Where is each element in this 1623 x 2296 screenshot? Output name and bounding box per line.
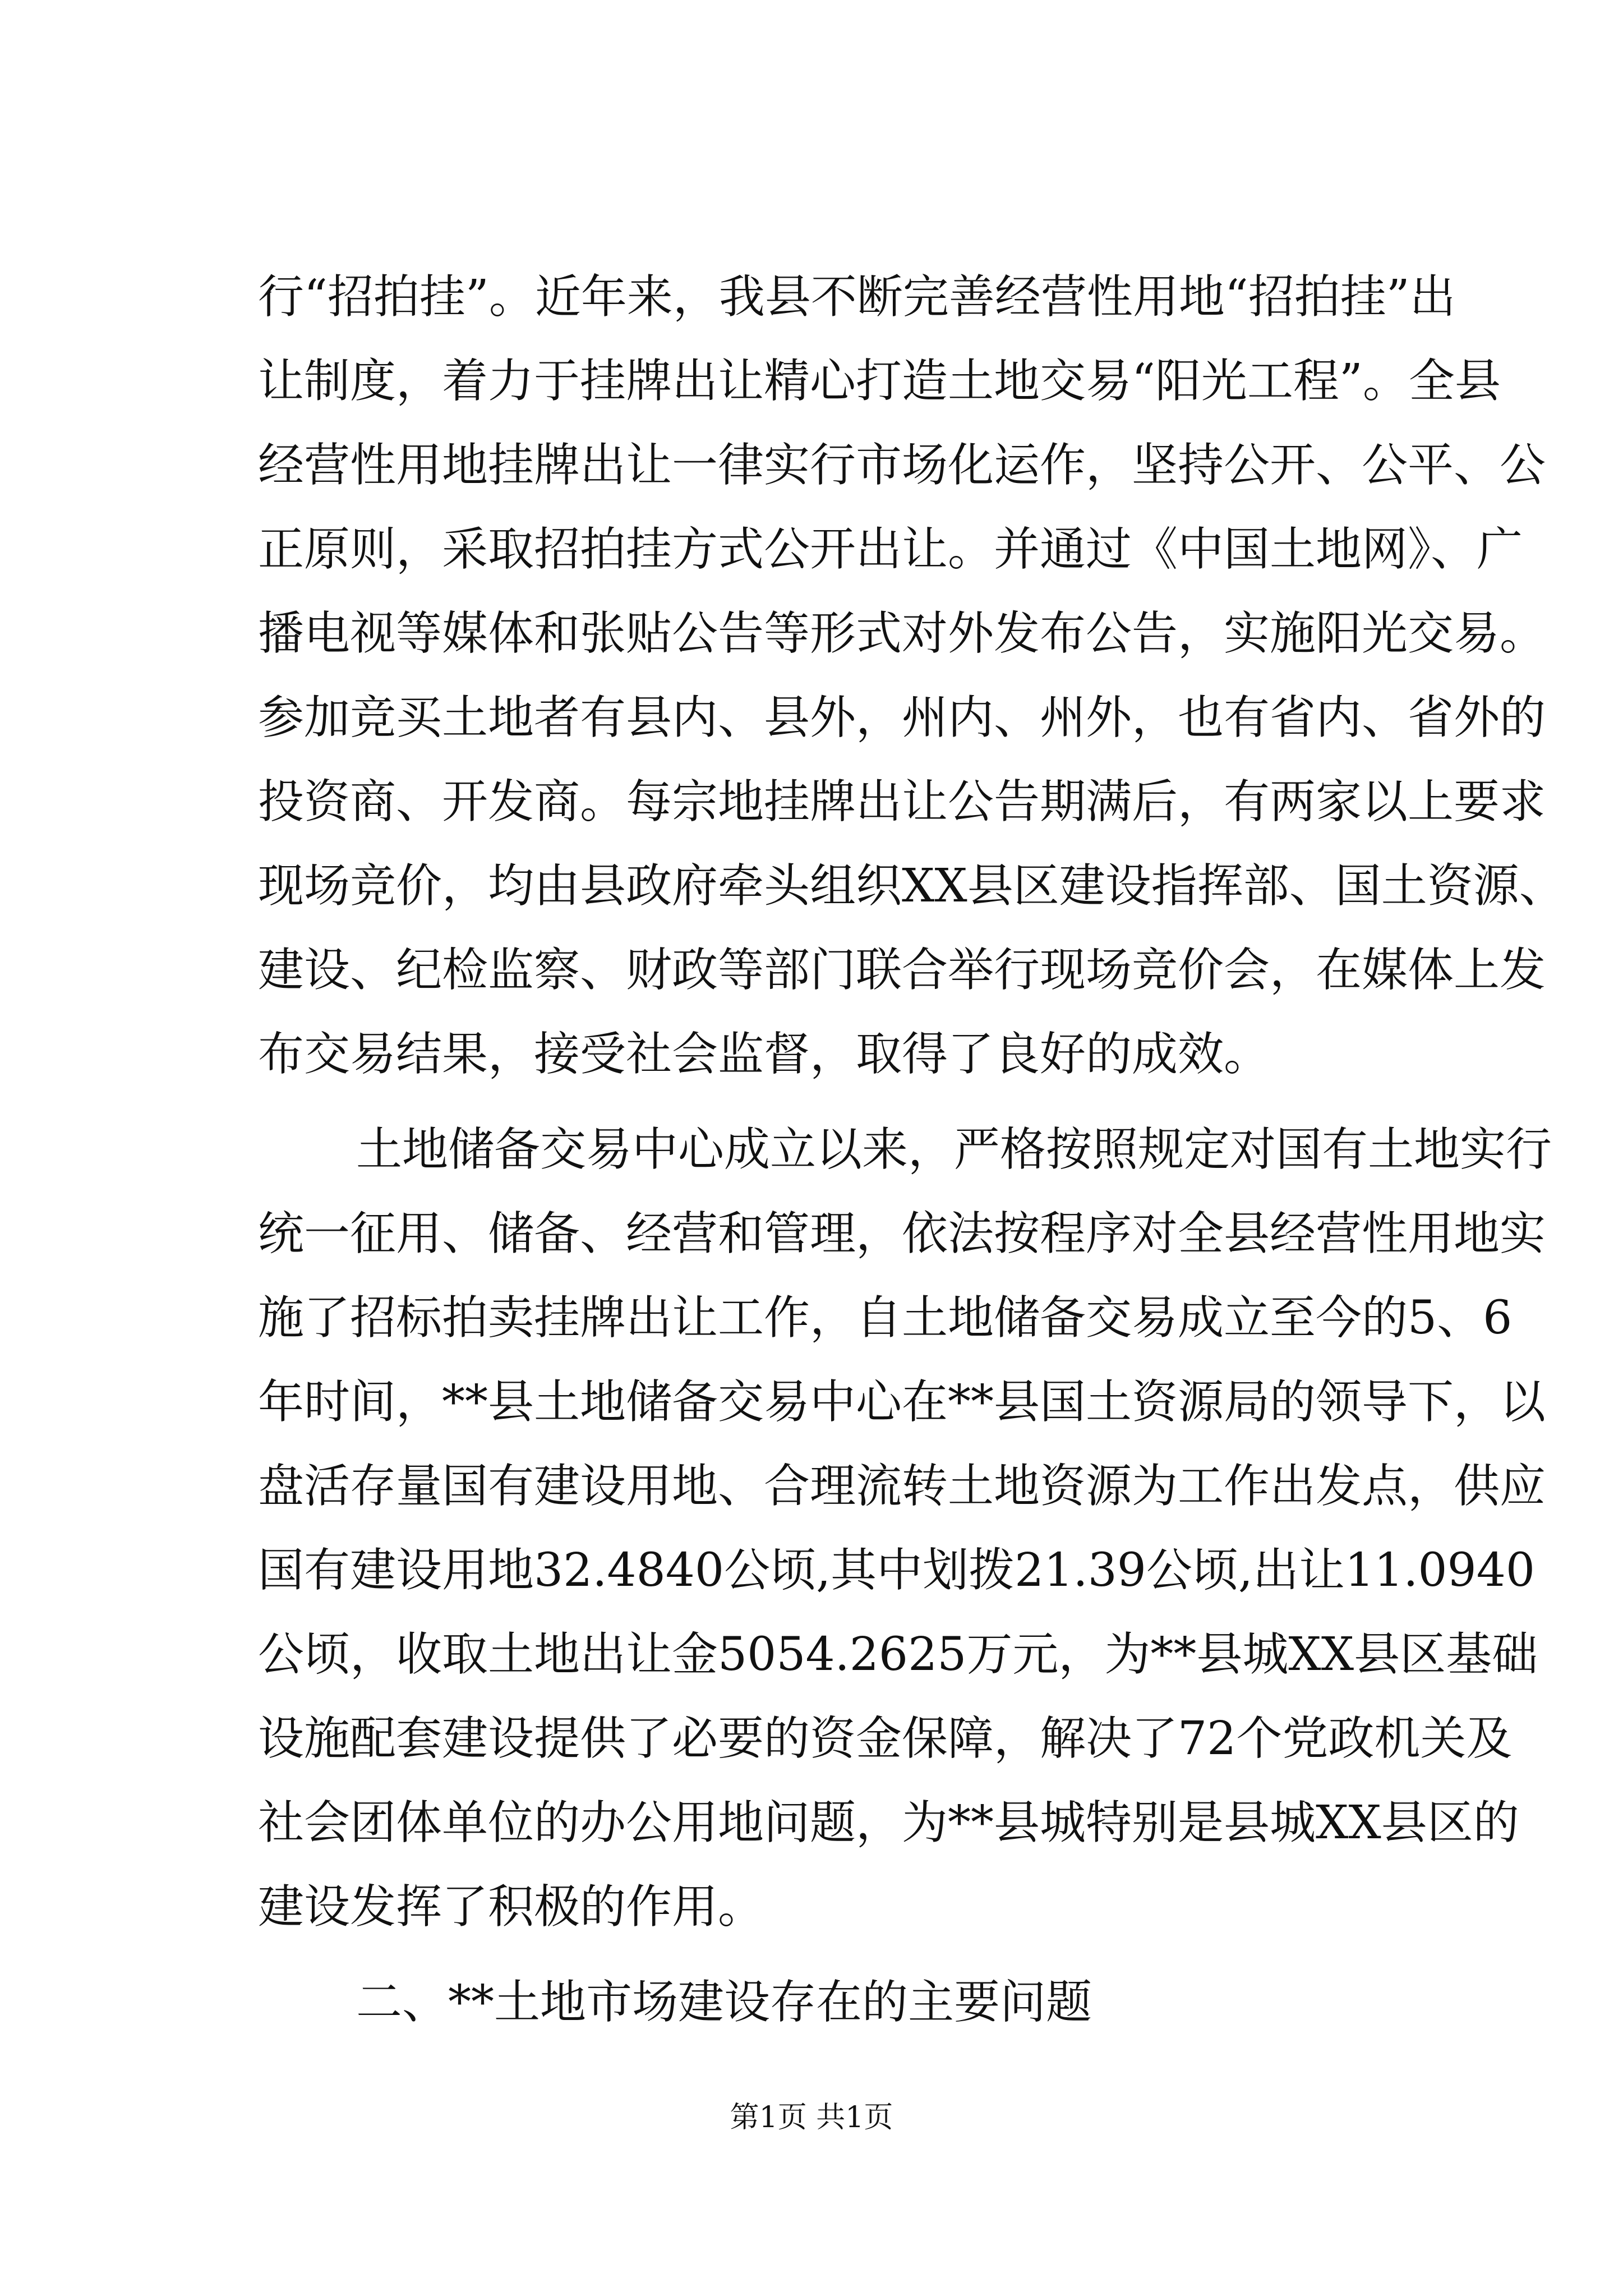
paragraph-gap [258, 1949, 1430, 1961]
paragraph-2 [258, 1108, 1552, 1949]
page-footer: 第1页 共1页 [730, 2101, 893, 2134]
text-line: 社会团体单位的办公用地问题，为**县城特别是县城XX县区的 [258, 1796, 1519, 1849]
text-line: 布交易结果，接受社会监督，取得了良好的成效。 [258, 1028, 1270, 1081]
text-line: 国有建设用地32.4840公顷,其中划拨21.39公顷,出让11.0940 [258, 1544, 1536, 1597]
text-line: 投资商、开发商。每宗地挂牌出让公告期满后，有两家以上要求 [258, 775, 1546, 829]
paragraph-1 [258, 255, 1565, 1097]
text-line: 参加竞买土地者有县内、县外，州内、州外，也有省内、省外的 [258, 691, 1546, 744]
text-line: 让制度，着力于挂牌出让精心打造土地交易“阳光工程”。全县 [258, 355, 1501, 408]
text-line: 统一征用、储备、经营和管理，依法按程序对全县经营性用地实 [258, 1207, 1546, 1260]
text-line: 正原则，采取招拍挂方式公开出让。并通过《中国土地网》、广 [258, 523, 1523, 576]
text-line: 建设发挥了积极的作用。 [258, 1880, 764, 1934]
paragraph-gap [258, 1097, 1430, 1108]
text-line: 盘活存量国有建设用地、合理流转土地资源为工作出发点，供应 [258, 1460, 1546, 1513]
text-line: 公顷，收取土地出让金5054.2625万元，为**县城XX县区基础 [258, 1628, 1538, 1681]
text-line: 行“招拍挂”。近年来，我县不断完善经营性用地“招拍挂”出 [258, 270, 1456, 324]
text-line: 现场竞价，均由县政府牵头组织XX县区建设指挥部、国土资源、 [258, 859, 1565, 913]
text-line: 建设、纪检监察、财政等部门联合举行现场竞价会，在媒体上发 [258, 944, 1546, 997]
section-heading: 二、**土地市场建设存在的主要问题 [356, 1976, 1092, 2029]
document-body [258, 255, 1565, 2045]
text-line: 设施配套建设提供了必要的资金保障，解决了72个党政机关及 [258, 1712, 1513, 1765]
text-line: 土地储备交易中心成立以来，严格按照规定对国有土地实行 [356, 1123, 1552, 1176]
text-line: 年时间，**县土地储备交易中心在**县国土资源局的领导下，以 [258, 1375, 1546, 1429]
text-line: 播电视等媒体和张贴公告等形式对外发布公告，实施阳光交易。 [258, 607, 1546, 660]
text-line: 施了招标拍卖挂牌出让工作，自土地储备交易成立至今的5、6 [258, 1291, 1513, 1345]
text-line: 经营性用地挂牌出让一律实行市场化运作，坚持公开、公平、公 [258, 439, 1546, 492]
